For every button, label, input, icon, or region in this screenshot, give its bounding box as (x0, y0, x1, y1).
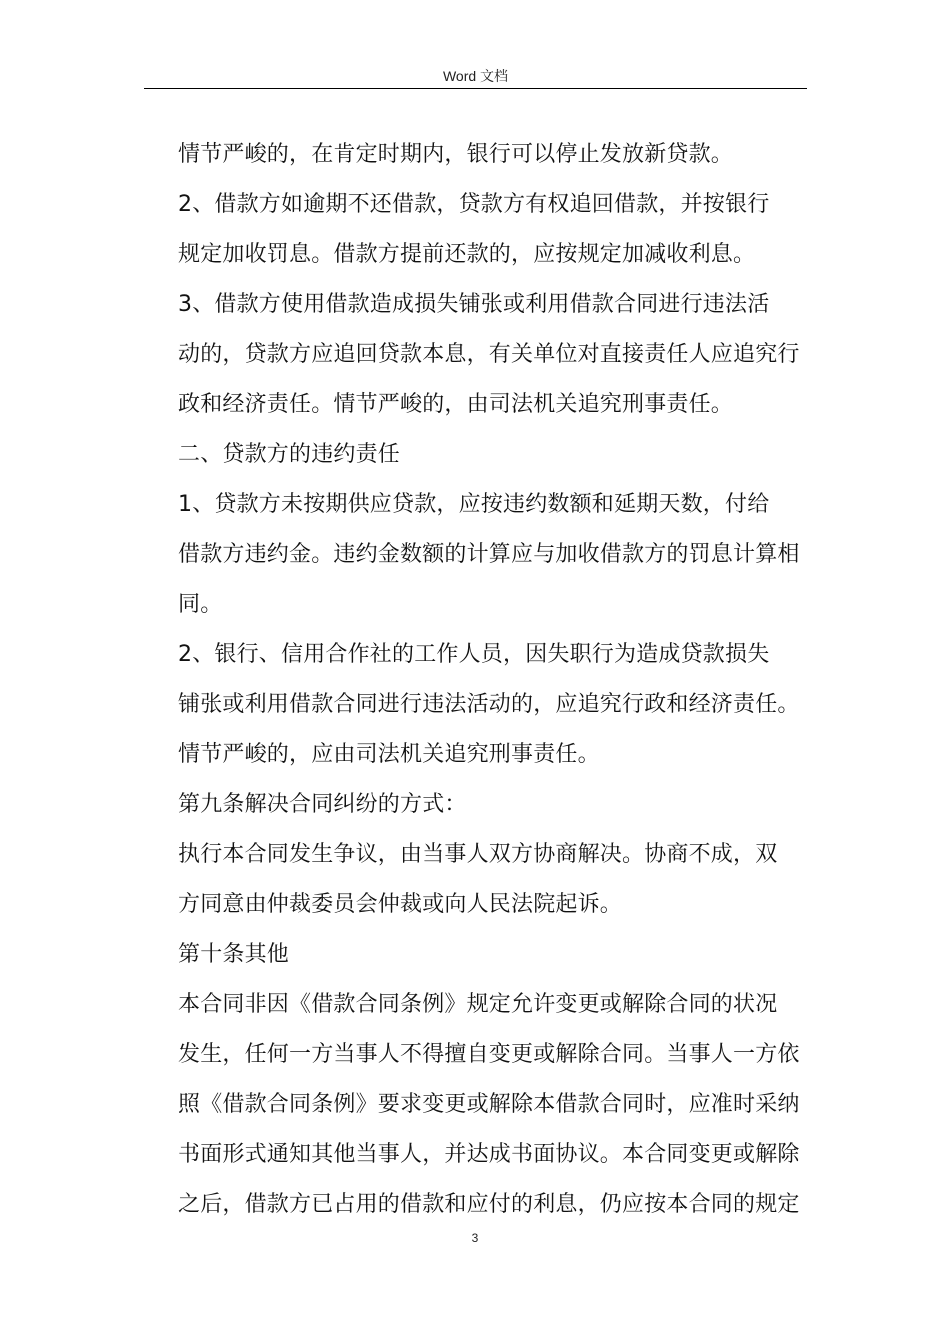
text-line: 2、借款方如逾期不还借款，贷款方有权追回借款，并按银行 (178, 192, 770, 217)
text-line: 动的，贷款方应追回贷款本息，有关单位对直接责任人应追究行 (178, 342, 800, 367)
text-line: 3、借款方使用借款造成损失铺张或利用借款合同进行违法活 (178, 292, 770, 317)
text-line: 执行本合同发生争议，由当事人双方协商解决。协商不成，双 (178, 842, 778, 867)
text-line: 铺张或利用借款合同进行违法活动的，应追究行政和经济责任。 (178, 692, 800, 717)
text-line: 政和经济责任。情节严峻的，由司法机关追究刑事责任。 (178, 392, 734, 417)
text-line: 之后，借款方已占用的借款和应付的利息，仍应按本合同的规定 (178, 1192, 800, 1217)
document-body (178, 130, 804, 1230)
text-line: 书面形式通知其他当事人，并达成书面协议。本合同变更或解除 (178, 1142, 800, 1167)
text-line: 方同意由仲裁委员会仲裁或向人民法院起诉。 (178, 892, 623, 917)
page-header-title: Word 文档 (442, 68, 509, 84)
page-number: 3 (471, 1231, 479, 1245)
section-heading: 二、贷款方的违约责任 (178, 442, 401, 467)
text-line: 情节严峻的，应由司法机关追究刑事责任。 (178, 742, 600, 767)
header-divider (144, 88, 807, 89)
text-line: 本合同非因《借款合同条例》规定允许变更或解除合同的状况 (178, 992, 778, 1017)
section-heading: 第十条其他 (178, 942, 290, 967)
text-line: 照《借款合同条例》要求变更或解除本借款合同时，应准时采纳 (178, 1092, 800, 1117)
text-line: 情节严峻的，在肯定时期内，银行可以停止发放新贷款。 (178, 142, 734, 167)
section-heading: 第九条解决合同纠纷的方式： (178, 792, 467, 817)
text-line: 发生，任何一方当事人不得擅自变更或解除合同。当事人一方依 (178, 1042, 800, 1067)
text-line: 2、银行、信用合作社的工作人员，因失职行为造成贷款损失 (178, 642, 770, 667)
text-line: 同。 (178, 592, 223, 617)
text-line: 1、贷款方未按期供应贷款，应按违约数额和延期天数，付给 (178, 492, 770, 517)
text-line: 借款方违约金。违约金数额的计算应与加收借款方的罚息计算相 (178, 542, 800, 567)
text-line: 规定加收罚息。借款方提前还款的，应按规定加减收利息。 (178, 242, 756, 267)
